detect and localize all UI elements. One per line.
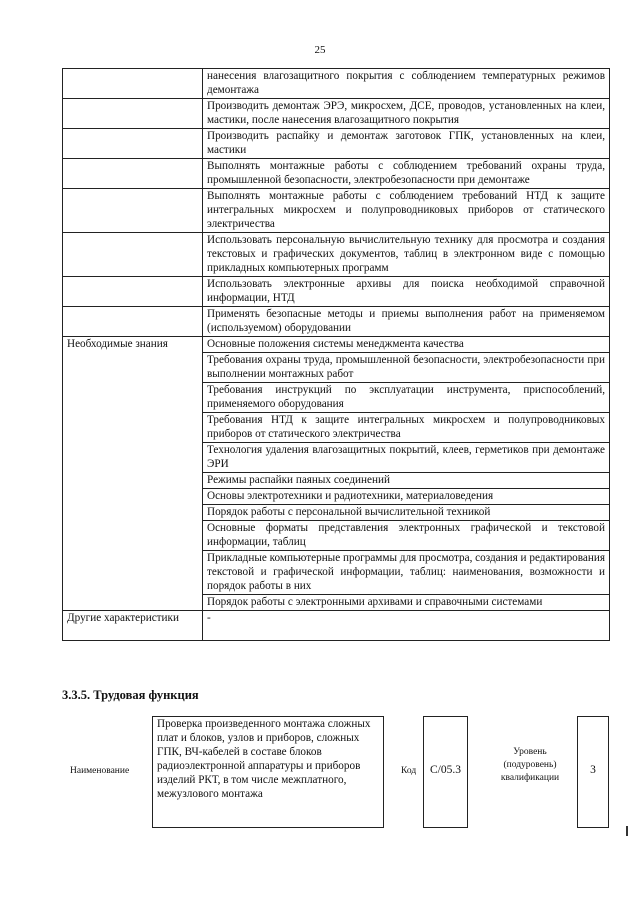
qualification-level-label: Уровень (подуровень) квалификации (500, 747, 560, 783)
knowledge-cell: Требования НТД к защите интегральных микросхем и полупроводниковых приборов от статического электричества (203, 413, 610, 443)
table-row (63, 129, 610, 159)
knowledge-cell: Технология удаления влагозащитных покрытий, клеев, герметиков при демонтаже ЭРИ (203, 443, 610, 473)
knowledge-cell: Прикладные компьютерные программы для просмотра, создания и редактирования текстовой и графической информации, таблиц: наименования, возможности и порядок работы в них (203, 551, 610, 595)
skill-cell: Выполнять монтажные работы с соблюдением требований НТД к защите интегральных микросхем и полупроводниковых приборов от статического электричества (203, 189, 610, 233)
skill-cell: Выполнять монтажные работы с соблюдением требований охраны труда, промышленной безопасности, электробезопасности при демонтаже (203, 159, 610, 189)
label-cell (63, 277, 203, 307)
knowledge-label: Необходимые знания (63, 337, 203, 611)
skill-cell: Использовать электронные архивы для поиска необходимой справочной информации, НТД (203, 277, 610, 307)
knowledge-cell: Требования охраны труда, промышленной безопасности, электробезопасности при выполнении монтажных работ (203, 353, 610, 383)
name-label: Наименование (70, 766, 130, 776)
knowledge-cell: Порядок работы с персональной вычислительной техникой (203, 505, 610, 521)
label-cell (63, 129, 203, 159)
knowledge-cell: Основы электротехники и радиотехники, материаловедения (203, 489, 610, 505)
code-label: Код (401, 766, 417, 776)
label-cell (63, 189, 203, 233)
skill-cell: Производить демонтаж ЭРЭ, микросхем, ДСЕ, проводов, установленных на клеи, мастики, после нанесения влагозащитного покрытия (203, 99, 610, 129)
other-characteristics-label: Другие характеристики (63, 611, 203, 641)
skills-knowledge-table (62, 68, 610, 641)
knowledge-cell: Основные положения системы менеджмента качества (203, 337, 610, 353)
table-row (63, 233, 610, 277)
table-row (63, 337, 610, 353)
knowledge-cell: Порядок работы с электронными архивами и справочными системами (203, 595, 610, 611)
name-value: Проверка произведенного монтажа сложных плат и блоков, узлов и приборов, сложных ГПК, ВЧ-кабелей в составе блоков радиоэлектронной аппаратуры и приборов изделий РКТ, в том числе межплатного, межузлового монтажа (152, 716, 384, 828)
skill-cell: Производить распайку и демонтаж заготовок ГПК, установленных на клеи, мастики (203, 129, 610, 159)
table-row (63, 159, 610, 189)
table-row (63, 277, 610, 307)
label-cell (63, 99, 203, 129)
label-cell (63, 69, 203, 99)
qualification-level-value: 3 (577, 716, 609, 828)
skill-cell: Использовать персональную вычислительную технику для просмотра и создания текстовых и графических документов, таблиц в электронном виде с помощью прикладных компьютерных программ (203, 233, 610, 277)
table-row (63, 99, 610, 129)
knowledge-cell: Требования инструкций по эксплуатации инструмента, приспособлений, применяемого оборудования (203, 383, 610, 413)
skill-cell: нанесения влагозащитного покрытия с соблюдением температурных режимов демонтажа (203, 69, 610, 99)
knowledge-cell: Режимы распайки паяных соединений (203, 473, 610, 489)
section-title: 3.3.5. Трудовая функция (62, 688, 199, 702)
table-row (63, 69, 610, 99)
label-cell (63, 233, 203, 277)
table-row (63, 307, 610, 337)
table-row (63, 611, 610, 641)
label-cell (63, 307, 203, 337)
label-cell (63, 159, 203, 189)
margin-mark (626, 826, 628, 836)
knowledge-cell: Основные форматы представления электронных графической и текстовой информации, таблиц (203, 521, 610, 551)
other-characteristics-value: - (203, 611, 610, 641)
code-value: C/05.3 (423, 716, 468, 828)
skill-cell: Применять безопасные методы и приемы выполнения работ на применяемом (используемом) оборудовании (203, 307, 610, 337)
page-number: 25 (314, 44, 326, 56)
table-row (63, 189, 610, 233)
